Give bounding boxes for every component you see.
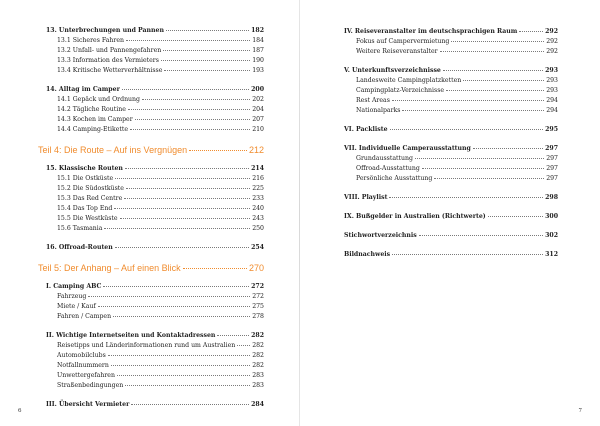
dot-leader — [488, 216, 543, 217]
toc-entry-title: VI. Packliste — [344, 126, 388, 133]
toc-entry-title: Teil 5: Der Anhang – Auf einen Blick — [38, 263, 181, 273]
toc-entry-title: 14. Alltag im Camper — [46, 86, 120, 93]
toc-entry-title: 15.2 Die Südostküste — [57, 185, 124, 192]
toc-entry-page: 283 — [252, 382, 264, 389]
dot-leader — [434, 178, 544, 179]
toc-entry-page: 275 — [252, 303, 264, 310]
spacer — [46, 137, 264, 144]
dot-leader — [113, 316, 250, 317]
dot-leader — [217, 335, 249, 336]
dot-leader — [142, 99, 250, 100]
toc-entry-page: 270 — [248, 263, 264, 273]
toc-chapter-entry[interactable] — [344, 214, 558, 224]
toc-entry-page: 300 — [545, 213, 558, 220]
dot-leader — [128, 109, 250, 110]
toc-entry-page: 202 — [252, 96, 264, 103]
toc-entry-title: Stichwortverzeichnis — [344, 232, 417, 239]
toc-entry-title: 13. Unterbrechungen und Pannen — [46, 27, 164, 34]
dot-leader — [108, 355, 250, 356]
page-number-left: 6 — [18, 408, 22, 414]
toc-entry-title: IX. Bußgelder in Australien (Richtwerte) — [344, 213, 486, 220]
dot-leader — [111, 365, 250, 366]
toc-entry-title: 15.6 Tasmania — [57, 225, 103, 232]
toc-entry-title: V. Unterkunftsverzeichnisse — [344, 67, 441, 74]
toc-subentry[interactable] — [46, 127, 264, 137]
toc-entry-page: 225 — [252, 185, 264, 192]
toc-chapter-entry[interactable] — [344, 233, 558, 243]
toc-entry-page: 283 — [252, 372, 264, 379]
toc-entry-page: 297 — [545, 145, 558, 152]
dot-leader — [115, 247, 249, 248]
toc-entry-page: 302 — [545, 232, 558, 239]
toc-entry-title: Automobilclubs — [57, 352, 106, 359]
toc-entry-title: Grundausstattung — [356, 155, 413, 162]
page-number-right: 7 — [578, 408, 582, 414]
toc-entry-title: 14.1 Gepäck und Ordnung — [57, 96, 140, 103]
dot-leader — [124, 198, 250, 199]
toc-entry-title: 13.4 Kritische Wetterverhältnisse — [57, 67, 163, 74]
toc-entry-page: 272 — [252, 293, 264, 300]
toc-entry-page: 297 — [546, 155, 558, 162]
toc-entry-page: 243 — [252, 215, 264, 222]
toc-part-heading[interactable] — [38, 262, 264, 277]
dot-leader — [183, 268, 247, 269]
toc-entry-page: 193 — [252, 67, 264, 74]
toc-entry-title: II. Wichtige Internetseiten und Kontaktadressen — [46, 332, 216, 339]
toc-entry-page: 207 — [252, 116, 264, 123]
dot-leader — [114, 208, 250, 209]
toc-subentry[interactable] — [344, 49, 558, 59]
toc-chapter-entry[interactable] — [344, 252, 558, 262]
toc-subentry[interactable] — [46, 226, 264, 236]
toc-entry-page: 190 — [252, 57, 264, 64]
toc-entry-page: 233 — [252, 195, 264, 202]
dot-leader — [98, 306, 250, 307]
toc-entry-page: 294 — [546, 107, 558, 114]
dot-leader — [126, 40, 250, 41]
toc-entry-page: 216 — [252, 175, 264, 182]
toc-entry-page: 292 — [545, 28, 558, 35]
toc-entry-title: 13.3 Information des Vermieters — [57, 57, 159, 64]
toc-entry-page: 282 — [252, 352, 264, 359]
dot-leader — [189, 150, 247, 151]
dot-leader — [443, 70, 543, 71]
toc-subentry[interactable] — [46, 314, 264, 324]
toc-entry-page: 312 — [545, 251, 558, 258]
dot-leader — [125, 385, 250, 386]
toc-entry-title: Rest Areas — [356, 97, 390, 104]
dot-leader — [392, 254, 543, 255]
toc-entry-title: 15.3 Das Red Centre — [57, 195, 123, 202]
toc-entry-title: 15. Klassische Routen — [46, 165, 123, 172]
toc-entry-title: Offroad-Ausstattung — [356, 165, 420, 172]
dot-leader — [104, 228, 250, 229]
toc-entry-page: 282 — [251, 332, 264, 339]
toc-entry-page: 282 — [252, 362, 264, 369]
toc-entry-page: 295 — [545, 126, 558, 133]
toc-entry-title: 14.3 Kochen im Camper — [57, 116, 133, 123]
toc-entry-title: Landesweite Campingplatzketten — [356, 77, 462, 84]
toc-entry-title: 13.2 Unfall- und Pannengefahren — [57, 47, 162, 54]
toc-entry-title: VII. Individuelle Camperausstattung — [344, 145, 471, 152]
toc-subentry[interactable] — [344, 176, 558, 186]
dot-leader — [446, 90, 544, 91]
toc-entry-title: 14.2 Tägliche Routine — [57, 106, 126, 113]
toc-chapter-entry[interactable] — [46, 402, 264, 412]
toc-entry-page: 293 — [545, 67, 558, 74]
spacer — [46, 255, 264, 262]
toc-entry-page: 182 — [251, 27, 264, 34]
dot-leader — [389, 197, 543, 198]
dot-leader — [519, 31, 543, 32]
toc-entry-title: Nationalparks — [356, 107, 401, 114]
toc-entry-page: 292 — [546, 38, 558, 45]
toc-entry-page: 187 — [252, 47, 264, 54]
toc-entry-title: Fahren / Campen — [57, 313, 112, 320]
toc-entry-title: VIII. Playlist — [344, 194, 388, 201]
toc-entry-title: 15.5 Die Westküste — [57, 215, 118, 222]
toc-entry-page: 272 — [251, 283, 264, 290]
dot-leader — [463, 80, 544, 81]
toc-chapter-entry[interactable] — [344, 127, 558, 137]
toc-entry-title: Reisetipps und Länderinformationen rund um Australien — [57, 342, 236, 349]
toc-entry-page: 293 — [546, 77, 558, 84]
toc-entry-page: 240 — [252, 205, 264, 212]
dot-leader — [131, 404, 249, 405]
dot-leader — [390, 129, 544, 130]
toc-entry-title: Bildnachweis — [344, 251, 391, 258]
toc-entry-page: 250 — [252, 225, 264, 232]
toc-entry-title: Teil 4: Die Route – Auf ins Vergnügen — [38, 145, 188, 155]
dot-leader — [135, 119, 251, 120]
dot-leader — [120, 218, 251, 219]
toc-chapter-entry[interactable] — [46, 245, 264, 255]
toc-entry-page: 298 — [545, 194, 558, 201]
dot-leader — [125, 168, 249, 169]
toc-entry-page: 297 — [546, 165, 558, 172]
dot-leader — [126, 188, 250, 189]
toc-entry-page: 292 — [546, 48, 558, 55]
toc-entry-title: I. Camping ABC — [46, 283, 102, 290]
toc-entry-page: 214 — [251, 165, 264, 172]
toc-list-left — [38, 27, 264, 412]
toc-entry-title: IV. Reiseveranstalter im deutschsprachigen Raum — [344, 28, 518, 35]
dot-leader — [164, 70, 250, 71]
toc-entry-page: 284 — [251, 401, 264, 408]
dot-leader — [130, 129, 250, 130]
toc-chapter-entry[interactable] — [344, 195, 558, 205]
toc-entry-title: Unwettergefahren — [57, 372, 115, 379]
dot-leader — [88, 296, 250, 297]
dot-leader — [440, 51, 545, 52]
toc-subentry[interactable] — [46, 383, 264, 393]
toc-entry-page: 210 — [252, 126, 264, 133]
toc-entry-title: Fokus auf Campervermietung — [356, 38, 450, 45]
toc-list-right — [344, 29, 558, 262]
toc-entry-page: 294 — [546, 97, 558, 104]
toc-entry-title: Persönliche Ausstattung — [356, 175, 433, 182]
toc-entry-page: 200 — [251, 86, 264, 93]
dot-leader — [422, 168, 544, 169]
dot-leader — [415, 158, 544, 159]
toc-entry-title: Miete / Kauf — [57, 303, 96, 310]
toc-subentry[interactable] — [344, 108, 558, 118]
toc-entry-title: 14.4 Camping-Etikette — [57, 126, 129, 133]
toc-entry-page: 278 — [252, 313, 264, 320]
dot-leader — [161, 60, 250, 61]
toc-entry-title: Campingplatz-Verzeichnisse — [356, 87, 445, 94]
dot-leader — [163, 50, 250, 51]
dot-leader — [402, 110, 544, 111]
toc-subentry[interactable] — [46, 68, 264, 78]
dot-leader — [419, 235, 543, 236]
toc-entry-page: 184 — [252, 37, 264, 44]
toc-entry-title: 16. Offroad-Routen — [46, 244, 113, 251]
toc-entry-page: 204 — [252, 106, 264, 113]
toc-entry-page: 297 — [546, 175, 558, 182]
toc-entry-title: 15.4 Das Top End — [57, 205, 113, 212]
toc-entry-title: 15.1 Die Ostküste — [57, 175, 114, 182]
toc-part-heading[interactable] — [38, 144, 264, 159]
toc-entry-title: Weitere Reiseveranstalter — [356, 48, 438, 55]
dot-leader — [115, 178, 250, 179]
toc-entry-page: 293 — [546, 87, 558, 94]
dot-leader — [451, 41, 544, 42]
right-page — [300, 0, 600, 426]
toc-entry-page: 254 — [251, 244, 264, 251]
dot-leader — [122, 89, 249, 90]
toc-entry-title: 13.1 Sicheres Fahren — [57, 37, 124, 44]
toc-entry-title: Notfallnummern — [57, 362, 109, 369]
dot-leader — [237, 345, 250, 346]
dot-leader — [117, 375, 250, 376]
toc-entry-title: III. Übersicht Vermieter — [46, 401, 130, 408]
dot-leader — [392, 100, 544, 101]
toc-entry-page: 212 — [248, 145, 264, 155]
toc-entry-page: 282 — [252, 342, 264, 349]
toc-entry-title: Fahrzeug — [57, 293, 87, 300]
dot-leader — [166, 30, 249, 31]
dot-leader — [473, 148, 543, 149]
toc-entry-title: Straßenbedingungen — [57, 382, 124, 389]
dot-leader — [103, 286, 249, 287]
